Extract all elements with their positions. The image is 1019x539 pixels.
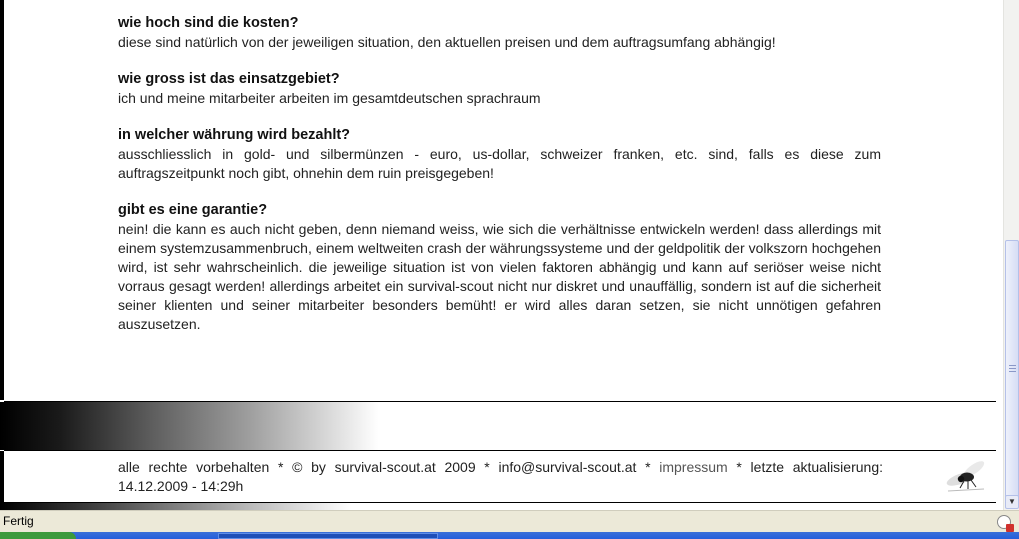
scrollbar-thumb[interactable] <box>1005 240 1019 498</box>
scroll-down-arrow-icon[interactable]: ▼ <box>1005 495 1019 509</box>
faq-item-costs <box>118 14 881 52</box>
faq-answer: diese sind natürlich von der jeweiligen situation, den aktuellen preisen und dem auftragsumfang abhängig! <box>118 34 776 50</box>
vertical-scrollbar[interactable] <box>1003 0 1019 510</box>
faq-answer: ich und meine mitarbeiter arbeiten im gesamtdeutschen sprachraum <box>118 90 541 106</box>
page-left-border <box>0 0 4 400</box>
faq-section <box>118 14 881 352</box>
popup-blocked-icon[interactable] <box>997 515 1011 529</box>
faq-answer: nein! die kann es auch nicht geben, denn niemand weiss, wie sich die verhältnisse entwickeln werden! dass allerdings mit einem systemzusammenbruch, einem weltweiten crash der währungssysteme und der geldpolitik der volkszorn hochgehen wird, ist sehr wahrscheinlich. die jeweilige situation ist von vielen faktoren abhängig und kann auf seriöser weise nicht vorraus gesagt werden! allerdings arbeitet ein survival-scout nicht nur diskret und unauffällig, sondern ist auf die sicherheit seiner klienten und seiner mitarbeiter besonders bemüht! er wird alles daran setzen, sie nicht unnötigen gefahren auszusetzen. <box>118 221 881 332</box>
os-taskbar <box>0 532 1019 539</box>
footer-left-border <box>0 451 4 503</box>
footer-divider-middle <box>4 450 996 451</box>
status-text: Fertig <box>3 514 34 528</box>
faq-answer: ausschliesslich in gold- und silbermünzen - euro, us-dollar, schweizer franken, etc. sind, falls es diese zum auftragszeitpunkt noch gibt, ohnehin dem ruin preisgegeben! <box>118 146 881 181</box>
start-button[interactable] <box>0 532 76 539</box>
taskbar-window-item[interactable] <box>218 533 438 539</box>
fly-icon <box>940 455 992 495</box>
page-footer <box>118 458 883 496</box>
faq-question: wie gross ist das einsatzgebiet? <box>118 71 340 87</box>
footer-updated-text: * letzte aktualisierung: 14.12.2009 - 14:29h <box>118 459 883 494</box>
decorative-gradient-band <box>0 402 996 450</box>
faq-question: wie hoch sind die kosten? <box>118 15 299 31</box>
faq-question: gibt es eine garantie? <box>118 202 268 218</box>
decorative-bottom-fade <box>0 503 1003 510</box>
faq-question: in welcher währung wird bezahlt? <box>118 127 351 143</box>
faq-item-area <box>118 70 881 108</box>
faq-item-guarantee <box>118 201 881 334</box>
faq-item-currency <box>118 126 881 183</box>
scrollbar-grip-icon <box>1009 365 1016 374</box>
impressum-link[interactable]: impressum <box>659 459 728 475</box>
footer-copyright-text: alle rechte vorbehalten * © by survival-scout.at 2009 * info@survival-scout.at * <box>118 459 660 475</box>
browser-statusbar <box>0 510 1019 532</box>
